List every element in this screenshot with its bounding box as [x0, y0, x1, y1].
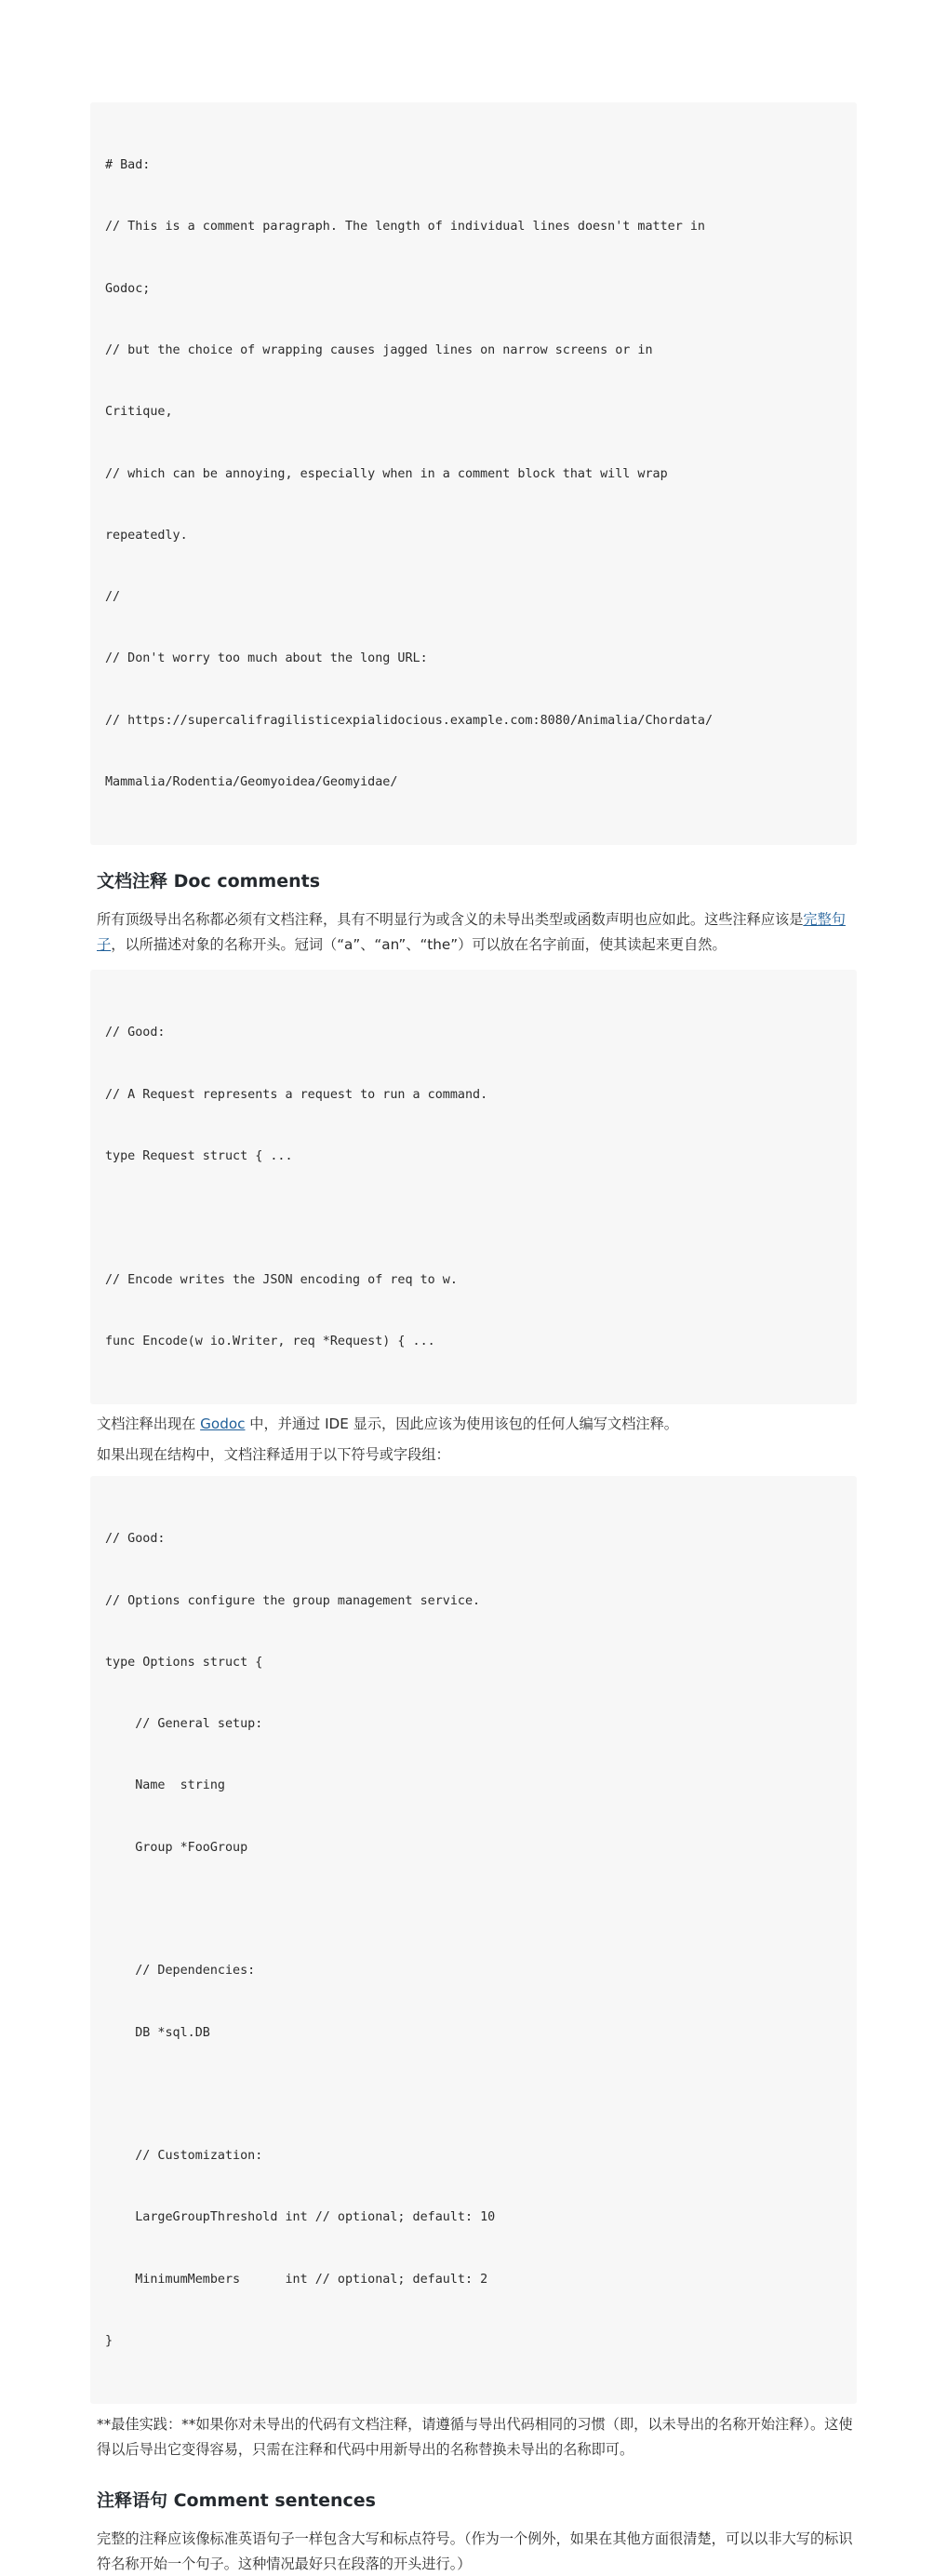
code-line: // Customization: [105, 2149, 263, 2164]
code-line: Critique, [105, 405, 173, 420]
paragraph-text: ，以所描述对象的名称开头。冠词（“a”、“an”、“the”）可以放在名字前面，使其读起来更自然。 [111, 935, 727, 953]
code-line: // [105, 590, 121, 605]
code-line: // but the choice of wrapping causes jagged lines on narrow screens or in [105, 343, 653, 358]
code-block-good-options [90, 1476, 857, 2404]
code-block-good-request [90, 970, 857, 1404]
code-line: LargeGroupThreshold int // optional; default: 10 [105, 2210, 496, 2225]
code-line: repeatedly. [105, 528, 188, 543]
document-page [90, 102, 857, 2576]
link-complete-sentences[interactable]: 完整句子 [97, 911, 846, 953]
code-line: } [105, 2334, 113, 2348]
code-line: // Dependencies: [105, 1964, 256, 1979]
code-line: // which can be annoying, especially when in a comment block that will wrap [105, 466, 668, 481]
code-line: // Options configure the group management service. [105, 1593, 481, 1608]
code-line [105, 1208, 842, 1228]
paragraph-doc-comments-intro [97, 907, 857, 957]
paragraph-struct-comments: 如果出现在结构中，文档注释适用于以下符号或字段组： [97, 1445, 450, 1463]
code-line: // Don't worry too much about the long URL: [105, 651, 428, 666]
code-line: type Request struct { ... [105, 1149, 293, 1164]
code-line: Mammalia/Rodentia/Geomyoidea/Geomyidae/ [105, 775, 398, 789]
paragraph-text: 文档注释出现在 [97, 1415, 201, 1433]
paragraph-text: 中，并通过 IDE 显示，因此应该为使用该包的任何人编写文档注释。 [245, 1415, 678, 1433]
code-line [105, 2085, 842, 2105]
paragraph-godoc [97, 1412, 857, 1437]
code-line: type Options struct { [105, 1655, 263, 1670]
code-line: // https://supercalifragilisticexpialidocious.example.com:8080/Animalia/Chordata/ [105, 713, 714, 728]
code-line: // A Request represents a request to run a command. [105, 1087, 488, 1102]
heading-doc-comments: 文档注释 Doc comments [97, 871, 321, 892]
code-line: MinimumMembers int // optional; default: 2 [105, 2272, 488, 2287]
paragraph-text: 所有顶级导出名称都必须有文档注释，具有不明显行为或含义的未导出类型或函数声明也应如此。这些注释应该是 [97, 911, 804, 929]
paragraph-best-practice: **最佳实践：**如果你对未导出的代码有文档注释，请遵循与导出代码相同的习惯（即，以未导出的名称开始注释）。这使得以后导出它变得容易，只需在注释和代码中用新导出的名称替换未导出的名称即可。 [97, 2416, 853, 2458]
paragraph-comment-sentences: 完整的注释应该像标准英语句子一样包含大写和标点符号。（作为一个例外，如果在其他方面很清楚，可以以非大写的标识符名称开始一个句子。这种情况最好只在段落的开头进行。） [97, 2530, 853, 2572]
heading-comment-sentences: 注释语句 Comment sentences [97, 2490, 376, 2512]
code-line: // Good: [105, 1532, 166, 1547]
code-line: # Bad: [105, 158, 151, 173]
code-line [105, 1899, 842, 1920]
code-line: // Encode writes the JSON encoding of req to w. [105, 1272, 458, 1287]
code-line: // This is a comment paragraph. The length of individual lines doesn't matter in [105, 220, 705, 235]
code-line: Group *FooGroup [105, 1840, 248, 1855]
code-line: DB *sql.DB [105, 2025, 210, 2040]
code-line: Godoc; [105, 281, 151, 296]
link-godoc[interactable]: Godoc [200, 1415, 246, 1433]
code-line: // Good: [105, 1026, 166, 1040]
code-block-bad [90, 102, 857, 845]
code-line: func Encode(w io.Writer, req *Request) { ... [105, 1334, 435, 1348]
code-line: // General setup: [105, 1717, 263, 1732]
code-line: Name string [105, 1778, 225, 1793]
